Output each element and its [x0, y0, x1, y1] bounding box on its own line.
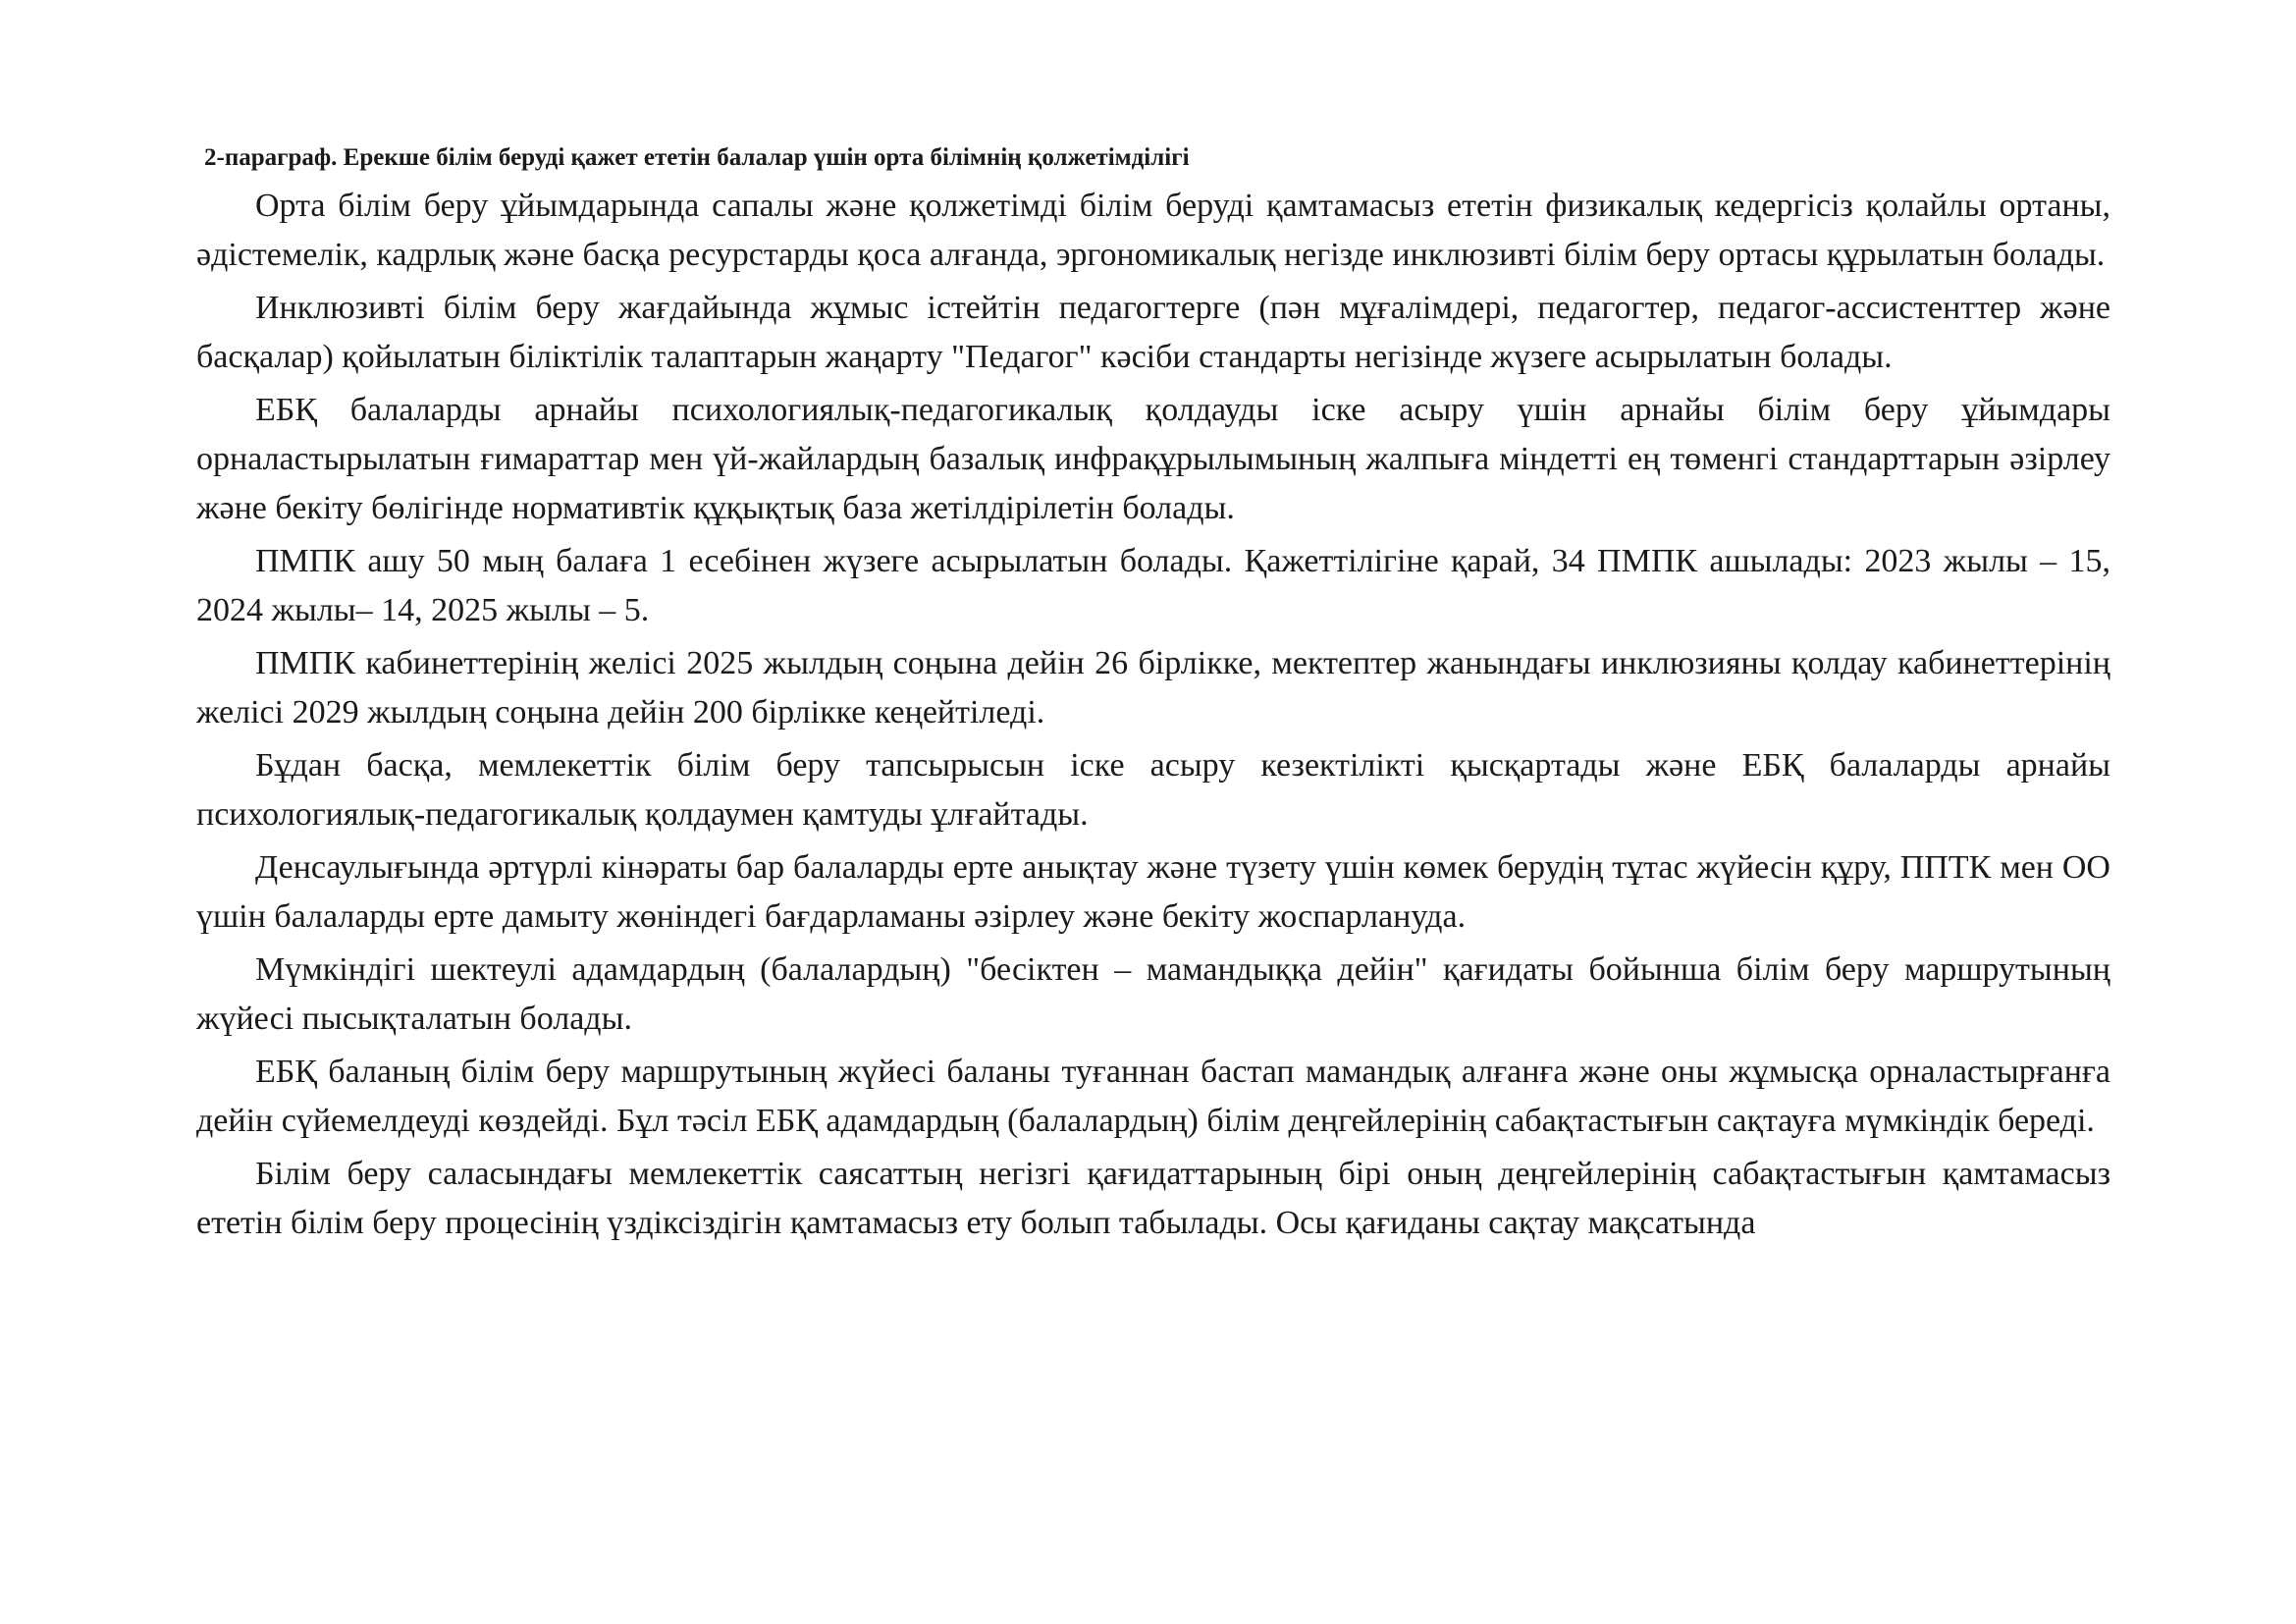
paragraph-1: Орта білім беру ұйымдарында сапалы және қолжетімді білім беруді қамтамасыз ететін физикалық кедергісіз қолайлы ортаны, әдістемелік, кадрлық және басқа ресурстарды қоса алғанда, эргономикалық негізде инклюзивті білім беру ортасы құрылатын болады. — [196, 188, 2110, 273]
section-heading: 2-параграф. Ерекше білім беруді қажет ететін балалар үшін орта білімнің қолжетімділігі — [204, 144, 1190, 171]
paragraph-9: ЕБҚ баланың білім беру маршрутының жүйесі баланы туғаннан бастап мамандық алғанға және оны жұмысқа орналастырғанға дейін сүйемелдеуді көздейді. Бұл тәсіл ЕБҚ адамдардың (балалардың) білім деңгейлерінің сабақтастығын сақтауға мүмкіндік береді. — [196, 1054, 2110, 1139]
paragraph-3: ЕБҚ балаларды арнайы психологиялық-педагогикалық қолдауды іске асыру үшін арнайы білім беру ұйымдары орналастырылатын ғимараттар мен үй-жайлардың базалық инфрақұрылымының жалпыға міндетті ең төменгі стандарттарын әзірлеу және бекіту бөлігінде нормативтік құқықтық база жетілдірілетін болады. — [196, 392, 2110, 526]
paragraph-6: Бұдан басқа, мемлекеттік білім беру тапсырысын іске асыру кезектілікті қысқартады және ЕБҚ балаларды арнайы психологиялық-педагогикалық қолдаумен қамтуды ұлғайтады. — [196, 747, 2110, 833]
document-page — [196, 142, 2110, 1252]
paragraph-10: Білім беру саласындағы мемлекеттік саясаттың негізгі қағидаттарының бірі оның деңгейлерінің сабақтастығын қамтамасыз ететін білім беру процесінің үздіксіздігін қамтамасыз ету болып табылады. Осы қағиданы сақтау мақсатында — [196, 1156, 2110, 1241]
paragraph-5: ПМПК кабинеттерінің желісі 2025 жылдың соңына дейін 26 бірлікке, мектептер жанындағы инклюзияны қолдау кабинеттерінің желісі 2029 жылдың соңына дейін 200 бірлікке кеңейтіледі. — [196, 645, 2110, 731]
paragraph-4: ПМПК ашу 50 мың балаға 1 есебінен жүзеге асырылатын болады. Қажеттілігіне қарай, 34 ПМПК ашылады: 2023 жылы – 15, 2024 жылы– 14, 2025 жылы – 5. — [196, 543, 2110, 628]
paragraph-2: Инклюзивті білім беру жағдайында жұмыс істейтін педагогтерге (пән мұғалімдері, педагогтер, педагог-ассистенттер және басқалар) қойылатын біліктілік талаптарын жаңарту "Педагог" кәсіби стандарты негізінде жүзеге асырылатын болады. — [196, 290, 2110, 375]
paragraph-8: Мүмкіндігі шектеулі адамдардың (балалардың) "бесіктен – мамандыққа дейін" қағидаты бойынша білім беру маршрутының жүйесі пысықталатын болады. — [196, 951, 2110, 1037]
paragraph-7: Денсаулығында әртүрлі кінәраты бар балаларды ерте анықтау және түзету үшін көмек берудің тұтас жүйесін құру, ППТК мен ОО үшін балаларды ерте дамыту жөніндегі бағдарламаны әзірлеу және бекіту жоспарлануда. — [196, 849, 2110, 935]
